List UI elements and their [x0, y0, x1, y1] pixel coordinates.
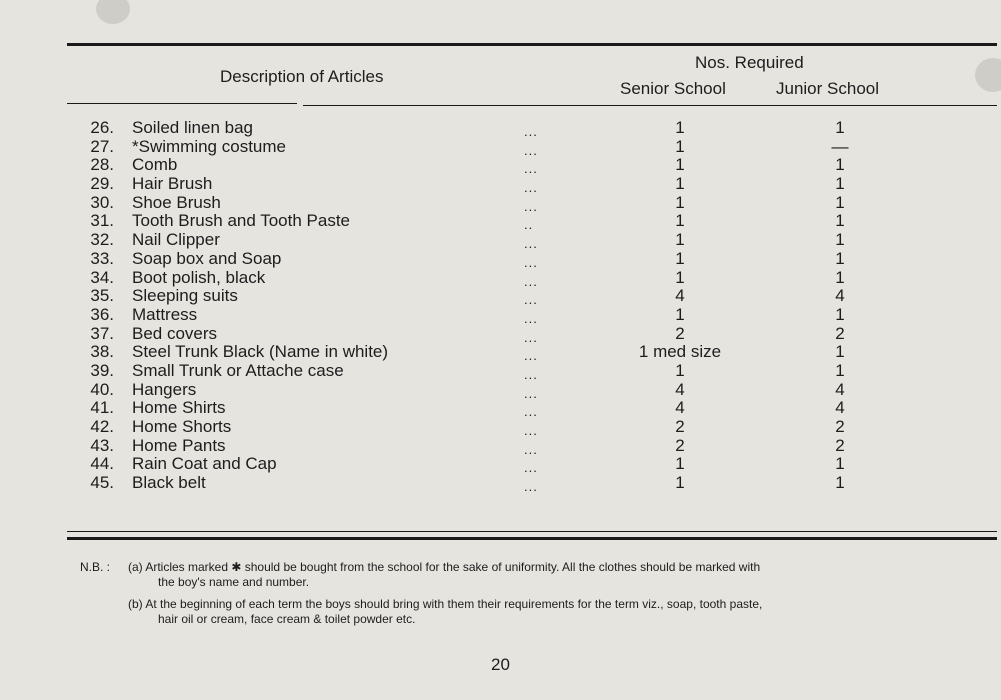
article-number: 42. — [90, 417, 114, 436]
senior-quantity: 1 — [675, 174, 685, 194]
senior-quantity: 1 — [675, 192, 685, 212]
article-number: 26. — [90, 118, 114, 137]
junior-quantity: 1 — [835, 473, 845, 493]
junior-quantity: 1 — [835, 248, 845, 268]
leader-dots: ... — [524, 460, 538, 476]
article-number: 37. — [90, 323, 114, 343]
article-row — [80, 269, 960, 288]
leader-dots: ... — [524, 310, 538, 326]
junior-quantity: 4 — [835, 286, 845, 306]
note-a-line2: the boy's name and number. — [158, 575, 310, 589]
article-number: 28. — [90, 155, 114, 175]
article-description: Steel Trunk Black (Name in white) — [132, 342, 389, 362]
nb-label: N.B. : — [80, 560, 111, 574]
paper-stain — [96, 0, 130, 24]
article-number: 31. — [90, 211, 114, 231]
header-rule-left — [67, 103, 297, 104]
leader-dots: ... — [524, 124, 538, 139]
article-number: 43. — [90, 435, 114, 455]
header-rule-right — [303, 105, 997, 106]
article-description: Tooth Brush and Tooth Paste — [132, 211, 351, 231]
article-number: 41. — [90, 398, 114, 418]
junior-quantity: 1 — [835, 118, 845, 137]
article-number: 45. — [90, 473, 114, 493]
junior-quantity: 1 — [835, 174, 845, 194]
junior-quantity: 1 — [835, 304, 845, 324]
article-number: 35. — [90, 286, 114, 306]
junior-quantity: 4 — [835, 379, 845, 399]
article-row — [80, 250, 960, 269]
article-row — [80, 381, 960, 400]
bottom-rule-thin — [67, 531, 997, 532]
junior-quantity: 4 — [835, 398, 845, 418]
junior-quantity: 2 — [835, 435, 845, 455]
senior-quantity: 1 — [675, 211, 685, 231]
junior-quantity: 1 — [835, 454, 845, 474]
senior-quantity: 1 — [675, 248, 685, 268]
senior-quantity: 1 — [675, 360, 685, 380]
notes-section — [80, 560, 995, 627]
article-description: Hangers — [132, 379, 197, 399]
article-description: Soiled linen bag — [132, 118, 253, 137]
article-description: Soap box and Soap — [132, 248, 282, 268]
article-description: Mattress — [132, 304, 198, 324]
leader-dots: ... — [524, 142, 538, 158]
article-number: 34. — [90, 267, 114, 287]
senior-quantity: 2 — [675, 417, 685, 436]
leader-dots: ... — [524, 404, 538, 420]
note-b-line2: hair oil or cream, face cream & toilet powder etc. — [158, 612, 416, 626]
junior-quantity: 1 — [835, 342, 845, 362]
article-number: 30. — [90, 192, 114, 212]
article-row — [80, 306, 960, 325]
junior-quantity: — — [831, 136, 849, 156]
junior-quantity: 1 — [835, 230, 845, 250]
page-number: 20 — [491, 655, 510, 674]
leader-dots: ... — [524, 479, 538, 495]
article-description: Rain Coat and Cap — [132, 454, 277, 474]
senior-quantity: 2 — [675, 323, 685, 343]
senior-quantity: 2 — [675, 435, 685, 455]
article-row — [80, 437, 960, 456]
leader-dots: ... — [524, 254, 538, 270]
article-number: 40. — [90, 379, 114, 399]
leader-dots: ... — [524, 236, 538, 252]
article-row — [80, 418, 960, 437]
senior-quantity: 1 — [675, 304, 685, 324]
article-row — [80, 194, 960, 213]
senior-quantity: 1 — [675, 230, 685, 250]
article-number: 32. — [90, 230, 114, 250]
article-number: 33. — [90, 248, 114, 268]
leader-dots: ... — [524, 366, 538, 382]
senior-quantity: 1 — [675, 155, 685, 175]
article-row — [80, 212, 960, 231]
junior-quantity: 2 — [835, 417, 845, 436]
article-row — [80, 156, 960, 175]
article-row — [80, 138, 960, 157]
article-description: *Swimming costume — [132, 136, 286, 156]
leader-dots: ... — [524, 180, 538, 196]
leader-dots: ... — [524, 348, 538, 364]
article-row — [80, 287, 960, 306]
junior-quantity: 2 — [835, 323, 845, 343]
senior-quantity: 1 — [675, 267, 685, 287]
article-row — [80, 399, 960, 418]
article-number: 29. — [90, 174, 114, 194]
article-row — [80, 119, 960, 138]
article-description: Boot polish, black — [132, 267, 266, 287]
article-number: 39. — [90, 360, 114, 380]
article-description: Hair Brush — [132, 174, 213, 194]
leader-dots: ... — [524, 441, 538, 457]
article-description: Comb — [132, 155, 178, 175]
article-number: 27. — [90, 136, 114, 156]
top-rule — [67, 43, 997, 46]
leader-dots: ... — [524, 423, 538, 438]
leader-dots: ... — [524, 161, 538, 177]
junior-quantity: 1 — [835, 155, 845, 175]
article-description: Home Pants — [132, 435, 226, 455]
article-row — [80, 175, 960, 194]
note-b-line1: (b) At the beginning of each term the boys should bring with them their requirements for the term viz., soap, tooth paste, — [128, 597, 763, 611]
senior-quantity: 4 — [675, 286, 685, 306]
junior-quantity: 1 — [835, 360, 845, 380]
leader-dots: ... — [524, 198, 538, 214]
junior-quantity: 1 — [835, 267, 845, 287]
article-description: Black belt — [132, 473, 206, 493]
senior-quantity: 1 med size — [638, 342, 722, 362]
header-senior-school: Senior School — [620, 79, 726, 98]
senior-quantity: 1 — [675, 473, 685, 493]
article-row — [80, 325, 960, 344]
leader-dots: ... — [524, 329, 538, 345]
article-description: Sleeping suits — [132, 286, 238, 306]
articles-list — [80, 119, 960, 493]
article-description: Small Trunk or Attache case — [132, 360, 344, 380]
article-description: Home Shirts — [132, 398, 226, 418]
junior-quantity: 1 — [835, 211, 845, 231]
header-description: Description of Articles — [220, 67, 384, 86]
article-number: 44. — [90, 454, 114, 474]
article-description: Nail Clipper — [132, 230, 220, 250]
senior-quantity: 4 — [675, 398, 685, 418]
leader-dots: ... — [524, 273, 538, 289]
senior-quantity: 1 — [675, 136, 685, 156]
article-row — [80, 455, 960, 474]
article-row — [80, 343, 960, 362]
bottom-rule-thick — [67, 537, 997, 540]
article-description: Home Shorts — [132, 417, 232, 436]
article-row — [80, 362, 960, 381]
paper-stain — [975, 58, 1001, 92]
senior-quantity: 4 — [675, 379, 685, 399]
leader-dots: ... — [524, 385, 538, 401]
article-number: 38. — [90, 342, 114, 362]
header-nos-required: Nos. Required — [695, 53, 804, 72]
article-row — [80, 231, 960, 250]
header-junior-school: Junior School — [776, 79, 880, 98]
leader-dots: ... — [524, 292, 538, 308]
article-description: Shoe Brush — [132, 192, 221, 212]
junior-quantity: 1 — [835, 192, 845, 212]
leader-dots: .. — [524, 217, 534, 233]
article-description: Bed covers — [132, 323, 218, 343]
article-row — [80, 474, 960, 493]
note-a-line1: (a) Articles marked ✱ should be bought from the school for the sake of uniformity. All the clothes should be marked with — [128, 560, 761, 574]
senior-quantity: 1 — [675, 118, 685, 137]
article-number: 36. — [90, 304, 114, 324]
senior-quantity: 1 — [675, 454, 685, 474]
